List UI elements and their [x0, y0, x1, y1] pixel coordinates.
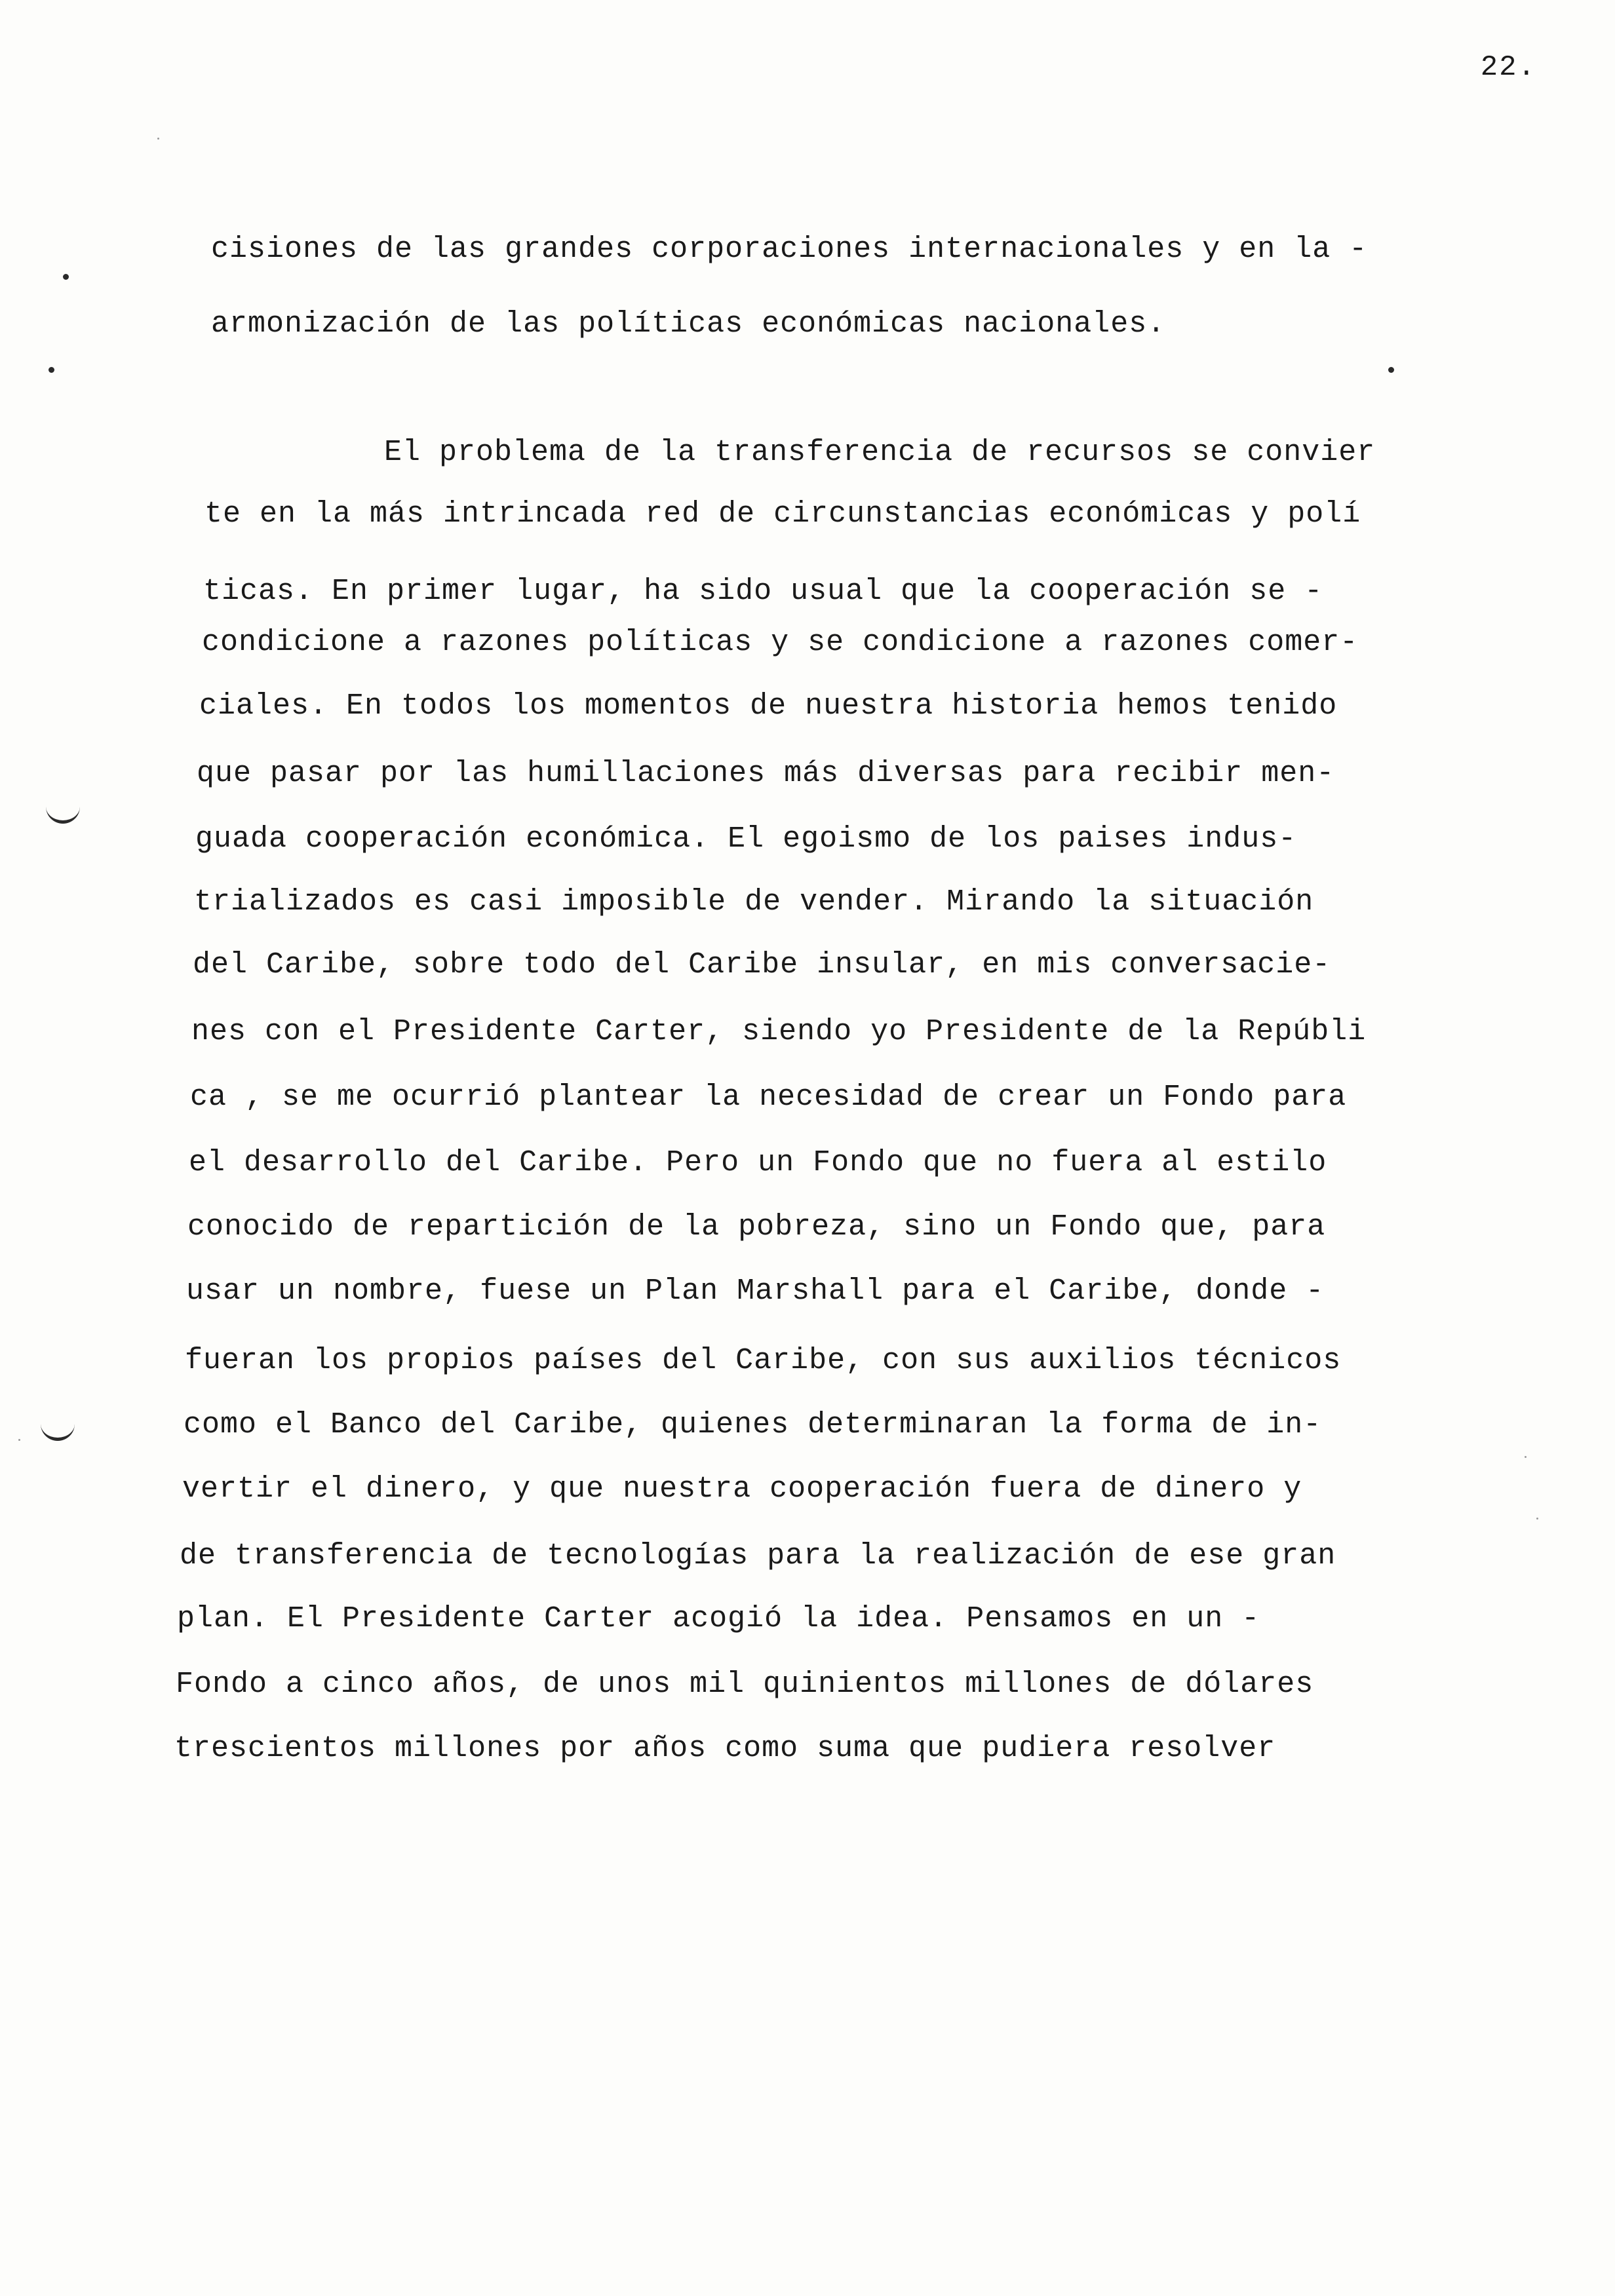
text-line-20: de transferencia de tecnologías para la realización de ese gran — [180, 1539, 1336, 1573]
margin-speck-3 — [1536, 1518, 1538, 1520]
margin-dot-1 — [63, 274, 69, 280]
text-line-21: plan. El Presidente Carter acogió la idea. Pensamos en un - — [177, 1602, 1260, 1636]
text-line-12: nes con el Presidente Carter, siendo yo Presidente de la Repúbli — [191, 1015, 1367, 1048]
page-number: 22. — [1480, 51, 1536, 84]
margin-dot-3 — [1388, 367, 1394, 373]
margin-speck-1 — [18, 1439, 20, 1441]
text-line-9: guada cooperación económica. El egoismo de los paises indus- — [195, 822, 1297, 856]
text-line-8: que pasar por las humillaciones más diversas para recibir men- — [197, 757, 1335, 790]
margin-speck-4 — [157, 138, 159, 140]
text-line-19: vertir el dinero, y que nuestra cooperación fuera de dinero y — [182, 1472, 1302, 1506]
text-line-4: te en la más intrincada red de circunstancias económicas y polí — [204, 497, 1361, 531]
punch-mark-1 — [46, 803, 80, 824]
text-line-11: del Caribe, sobre todo del Caribe insular, en mis conversacie- — [193, 948, 1331, 982]
text-line-13: ca , se me ocurrió plantear la necesidad de crear un Fondo para — [190, 1081, 1347, 1114]
text-line-17: fueran los propios países del Caribe, con sus auxilios técnicos — [185, 1344, 1342, 1377]
text-line-7: ciales. En todos los momentos de nuestra historia hemos tenido — [199, 689, 1338, 723]
margin-dot-2 — [49, 367, 54, 373]
text-line-6: condicione a razones políticas y se condicione a razones comer- — [202, 626, 1359, 659]
punch-mark-2 — [41, 1421, 75, 1441]
text-line-3: El problema de la transferencia de recursos se convier — [384, 436, 1376, 469]
margin-speck-2 — [1525, 1456, 1527, 1458]
text-line-15: conocido de repartición de la pobreza, sino un Fondo que, para — [187, 1210, 1326, 1244]
text-line-5: ticas. En primer lugar, ha sido usual que la cooperación se - — [203, 575, 1323, 608]
text-line-23: trescientos millones por años como suma que pudiera resolver — [174, 1732, 1276, 1765]
text-line-10: trializados es casi imposible de vender. Mirando la situación — [194, 885, 1314, 919]
text-line-14: el desarrollo del Caribe. Pero un Fondo que no fuera al estilo — [189, 1146, 1327, 1179]
text-line-16: usar un nombre, fuese un Plan Marshall para el Caribe, donde - — [186, 1274, 1325, 1308]
text-line-2: armonización de las políticas económicas nacionales. — [211, 307, 1166, 341]
text-line-1: cisiones de las grandes corporaciones internacionales y en la - — [211, 233, 1368, 266]
text-line-18: como el Banco del Caribe, quienes determinaran la forma de in- — [184, 1408, 1322, 1442]
text-line-22: Fondo a cinco años, de unos mil quinientos millones de dólares — [176, 1668, 1314, 1701]
